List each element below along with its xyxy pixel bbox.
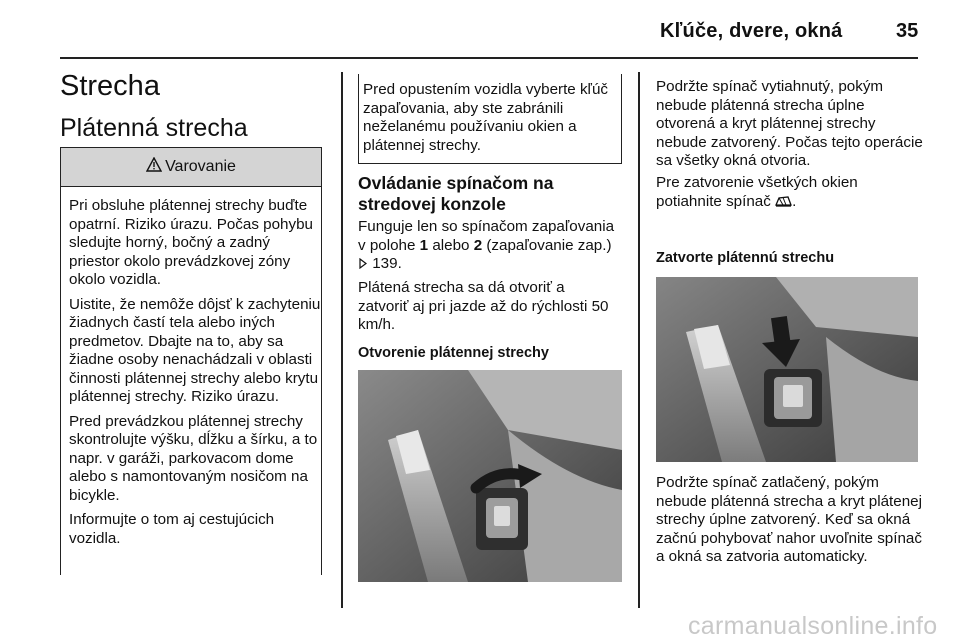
watermark: carmanualsonline.info — [688, 612, 938, 640]
note-box — [358, 74, 622, 164]
speed-text: Plátená strecha sa dá otvoriť a zatvoriť aj pri jazde až do rýchlosti 50 km/h. — [358, 279, 609, 333]
warning-paragraph: Pred prevádzkou plátennej strechy skontrolujte výšku, dĺžku a šírku, a to napr. v garáži, parkovacom dome alebo s namontovaným nosičom na bicykle. — [69, 412, 318, 504]
convertible-switch-icon — [775, 193, 792, 210]
open-roof-heading: Otvorenie plátennej strechy — [358, 345, 549, 361]
ignition-position-2: 2 — [473, 236, 483, 254]
page-reference[interactable]: 139. — [372, 255, 402, 272]
section-subtitle: Plátenná strecha — [60, 114, 248, 142]
warning-paragraph: Informujte o tom aj cestujúcich vozidla. — [69, 511, 275, 547]
close-roof-text: Podržte spínač zatlačený, pokým nebude plátenná strecha a kryt plátenej strechy úplne zatvorený. Keď sa okná začnú pohybovať nahor uvoľnite spínač a okná sa zatvoria automaticky. — [656, 474, 922, 565]
warning-paragraph: Uistite, že nemôže dôjsť k zachyteniu žiadnych častí tela alebo iných predmetov. Dbajte na to, aby sa žiadne osoby nenachádzali v oblasti činnosti plátennej strechy alebo krytu plátennej strechy. Riziko úrazu. — [69, 295, 321, 405]
page-number: 35 — [896, 20, 919, 42]
close-windows-period: . — [792, 192, 797, 210]
ignition-position-1: 1 — [419, 236, 429, 254]
intro-text: Funguje len so spínačom zapaľovania v polohe — [358, 218, 615, 254]
warning-label: Varovanie — [165, 158, 236, 175]
open-roof-photo — [358, 370, 622, 582]
warning-triangle-icon — [146, 157, 162, 177]
header-rule — [60, 57, 918, 59]
note-text: Pred opustením vozidla vyberte kľúč zapaľovania, aby ste zabránili neželanému používaniu okien a plátennej strechy. — [363, 81, 609, 154]
warning-header — [61, 148, 321, 187]
column-divider — [341, 72, 343, 608]
page-reference-icon — [358, 255, 372, 272]
intro-text: alebo — [428, 236, 474, 254]
open-roof-text: Podržte spínač vytiahnutý, pokým nebude plátenná strecha úplne otvorená a kryt plátennej strechy nebude zatvorený. Počas tejto operácie sa všetky okná otvoria. — [656, 78, 923, 169]
warning-paragraph: Pri obsluhe plátennej strechy buďte opatrní. Riziko úrazu. Počas pohybu sledujte horný, bočný a zadný priestor okolo prevádzkovej zóny okolo vozidla. — [69, 197, 313, 288]
close-roof-heading: Zatvorte plátennú strechu — [656, 250, 835, 266]
close-windows-instruction: Pre zatvorenie všetkých okien potiahnite spínač — [656, 174, 858, 210]
warning-box — [60, 147, 322, 575]
console-switch-intro — [358, 218, 618, 274]
console-switch-heading: Ovládanie spínačom na stredovej konzole — [358, 173, 554, 214]
column-divider — [638, 72, 640, 608]
section-title: Strecha — [60, 70, 160, 102]
warning-body — [61, 187, 321, 548]
close-roof-photo — [656, 277, 918, 462]
close-windows-text — [656, 174, 926, 211]
intro-text: (zapaľovanie zap.) — [482, 236, 612, 254]
page-header-title: Kľúče, dvere, okná — [660, 20, 843, 42]
